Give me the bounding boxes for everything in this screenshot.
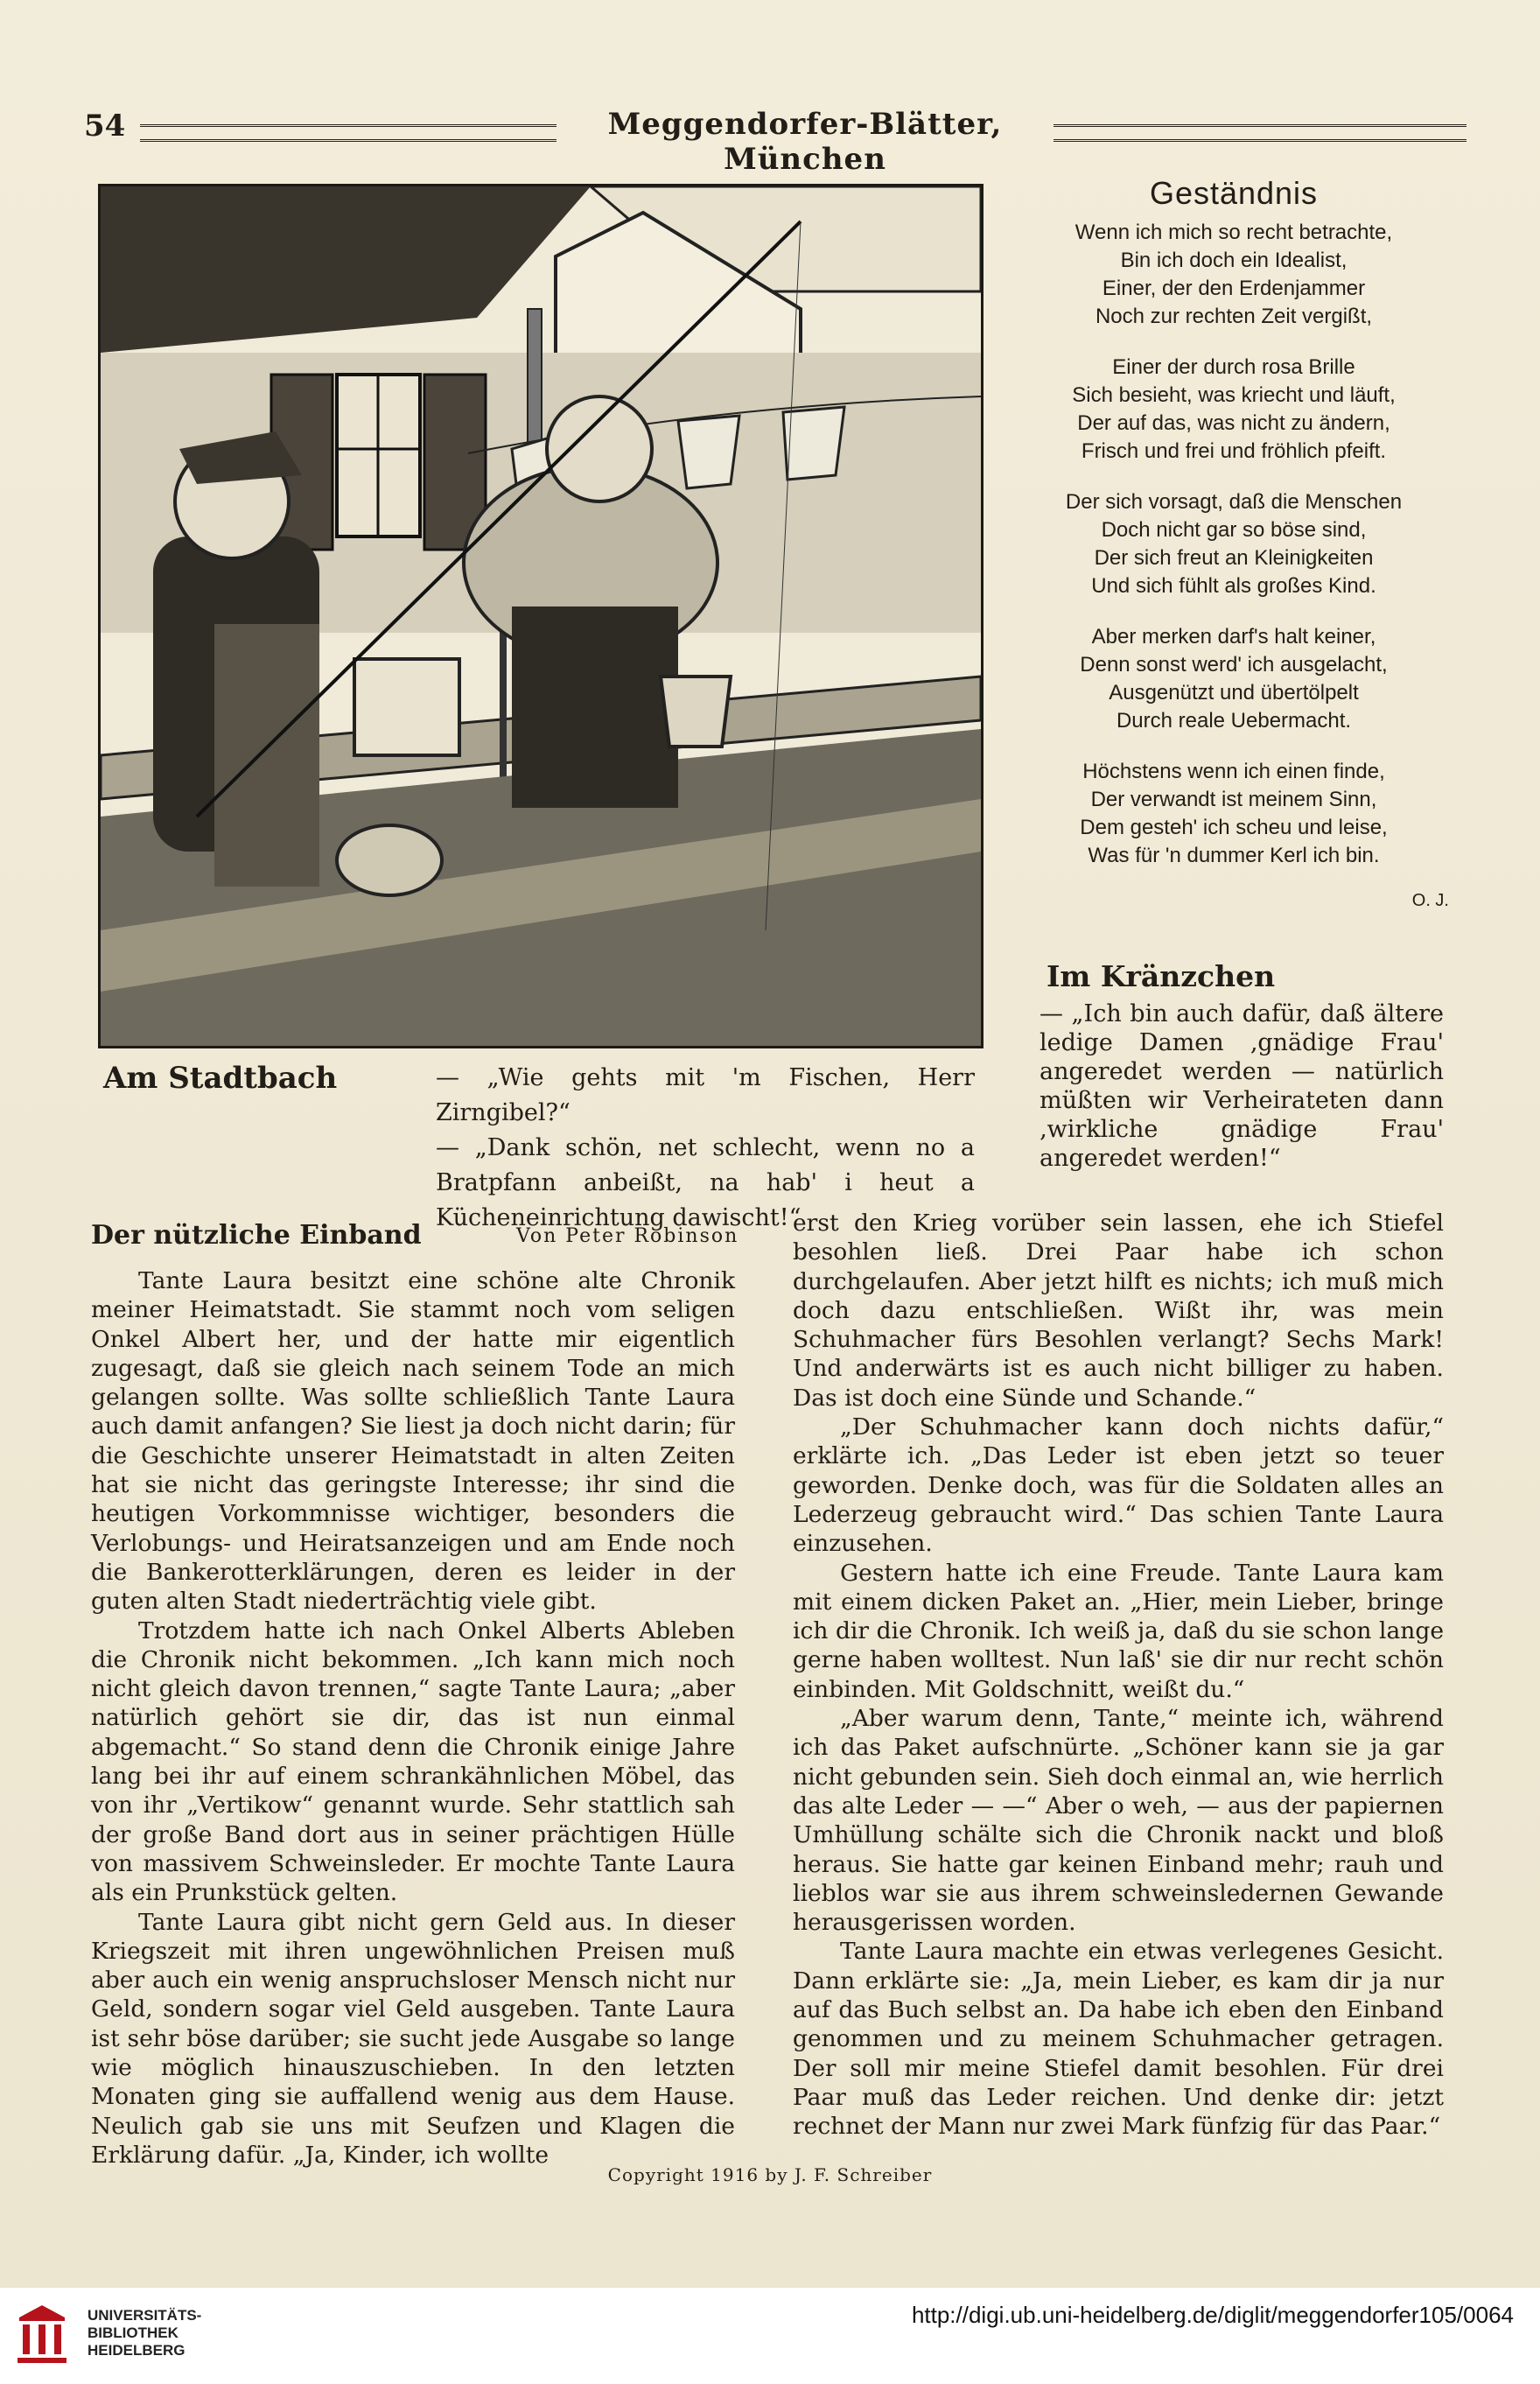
poem-title: Geständnis	[1149, 175, 1319, 211]
poem-line: Denn sonst werd' ich ausgelacht,	[1080, 653, 1388, 677]
library-name-line: BIBLIOTHEK	[88, 2324, 178, 2341]
poem-line: Ausgenützt und übertölpelt	[1109, 681, 1359, 705]
article-paragraph: Tante Laura besitzt eine schöne alte Chronik meiner Heimatstadt. Sie stammt noch vom seligen Onkel Albert her, und der hatte mir eigentlich zugesagt, daß sie gleich nach seinem Tode an mich gelangen sollte. Was sollte schließlich Tante Laura auch damit anfangen? Sie liest ja doch nicht darin; für die Geschichte unserer Heimatstadt in alten Zeiten hat sie nicht das geringste Interesse; ihr sind die heutigen Vorkommnisse wichtiger, besonders die Verlobungs- und Heiratsanzeigen und am Ende noch die Bankerotterklärungen, deren es leider in der guten alten Stadt niederträchtig viele gibt.	[91, 1267, 735, 1616]
poem-signature: O. J.	[1411, 891, 1449, 910]
library-footer	[0, 2288, 1540, 2384]
running-header	[84, 107, 1466, 177]
kraenzchen-text: — „Ich bin auch dafür, daß ältere ledige Damen ‚gnädige Frau' angeredet werden — natürlich müßten wir Verheirateten dann ‚wirkliche gnädige Frau' angeredet werden!“	[1040, 1000, 1444, 1172]
article-paragraph: „Aber warum denn, Tante,“ meinte ich, während ich das Paket aufschnürte. „Schöner kann sie ja gar nicht gebunden sein. Sieh doch einmal an, wie herrlich das alte Leder — —“ Aber o weh, — aus der papiernen Umhüllung schälte sich die Chronik nackt und bloß heraus. Sie hatte gar keinen Einband mehr; rauh und lieblos war sie aus ihrem schweinsledernen Gewande herausgerissen worden.	[793, 1705, 1444, 1937]
cartoon-title: Am Stadtbach	[103, 1061, 338, 1096]
header-ornament-left	[140, 124, 556, 142]
article-column-right	[793, 1209, 1444, 2142]
article-title: Der nützliche Einband	[91, 1220, 422, 1251]
poem-line: Sich besieht, was kriecht und läuft,	[1072, 383, 1396, 407]
source-url-link[interactable]: http://digi.ub.uni-heidelberg.de/diglit/meggendorfer105/0064	[911, 2302, 1514, 2328]
article-column-left	[91, 1266, 735, 2170]
poem-stanza	[1015, 488, 1452, 600]
article-paragraph: Gestern hatte ich eine Freude. Tante Laura kam mit einem dicken Paket an. „Hier, mein Lieber, bringe ich dir die Chronik. Ich weiß ja, daß du sie schon lange gerne haben wolltest. Nun laß' sie dir nur recht schön einbinden. Mit Goldschnitt, weißt du.“	[793, 1559, 1444, 1703]
kraenzchen-title: Im Kränzchen	[1046, 959, 1276, 993]
library-logo-icon	[14, 2300, 70, 2368]
library-name-line: UNIVERSITÄTS-	[88, 2307, 202, 2324]
article-author: Von Peter Robinson	[516, 1225, 739, 1247]
article-paragraph: Tante Laura machte ein etwas verlegenes Gesicht. Dann erklärte sie: „Ja, mein Lieber, es kam dir ja nur auf das Buch selbst an. Da habe ich eben den Einband genommen und zu meinem Schuhmacher getragen. Der soll mir meine Stiefel damit besohlen. Für drei Paar muß das Leder reichen. Und denke dir: jetzt rechnet der Mann nur zwei Mark fünfzig für das Paar.“	[793, 1938, 1444, 2141]
poem-line: Bin ich doch ein Idealist,	[1120, 249, 1348, 272]
poem-line: Der verwandt ist meinem Sinn,	[1090, 788, 1377, 811]
poem-line: Höchstens wenn ich einen finde,	[1082, 760, 1385, 783]
poem-line: Und sich fühlt als großes Kind.	[1091, 574, 1376, 598]
header-ornament-right	[1054, 124, 1466, 142]
poem-stanza	[1015, 623, 1452, 735]
poem-stanza	[1015, 219, 1452, 331]
article-paragraph: Tante Laura gibt nicht gern Geld aus. In dieser Kriegszeit mit ihren ungewöhnlichen Preisen muß aber auch ein wenig anspruchsloser Mensch nicht nur Geld, sondern sogar viel Geld ausgeben. Tante Laura ist sehr böse darüber; sie sucht jede Ausgabe so lange wie möglich hinauszuschieben. In den letzten Monaten ging sie auffallend wenig aus dem Hause. Neulich gab sie uns mit Seufzen und Klagen die Erklärung dafür. „Ja, Kinder, ich wollte	[91, 1908, 735, 2169]
poem-line: Doch nicht gar so böse sind,	[1101, 518, 1367, 542]
poem-line: Einer der durch rosa Brille	[1112, 355, 1355, 379]
poem-gestaendnis	[1015, 175, 1452, 910]
poem-line: Der sich vorsagt, daß die Menschen	[1065, 490, 1403, 514]
dialog-line-answer: — „Dank schön, net schlecht, wenn no a Bratpfann anbeißt, na hab' i heut a Kücheneinrichtung dawischt!“	[436, 1134, 975, 1231]
poem-stanza	[1015, 758, 1452, 870]
poem-line: Aber merken darf's halt keiner,	[1091, 625, 1376, 649]
library-name-line: HEIDELBERG	[88, 2342, 186, 2359]
poem-stanza	[1015, 354, 1452, 466]
poem-line: Dem gesteh' ich scheu und leise,	[1080, 816, 1388, 839]
poem-line: Der auf das, was nicht zu ändern,	[1077, 411, 1390, 435]
poem-line: Wenn ich mich so recht betrachte,	[1074, 221, 1393, 244]
masthead: Meggendorfer-Blätter, München	[607, 107, 1003, 177]
dialog-line-question: — „Wie gehts mit 'm Fischen, Herr Zirngibel?“	[436, 1064, 975, 1126]
poem-line: Der sich freut an Kleinigkeiten	[1094, 546, 1374, 570]
illustration-fishing-scene	[98, 184, 984, 1048]
library-name	[88, 2307, 201, 2359]
poem-line: Frisch und frei und fröhlich pfeift.	[1081, 439, 1387, 463]
article-paragraph: Trotzdem hatte ich nach Onkel Alberts Ableben die Chronik nicht bekommen. „Ich kann mich noch nicht gleich davon trennen,“ sagte Tante Laura; „aber natürlich gehört sie dir, das ist nun einmal abgemacht.“ So stand denn die Chronik einige Jahre lang bei ihr auf einem schrankähnlichen Möbel, das von ihr „Vertikow“ genannt wurde. Sehr stattlich sah der große Band dort aus in seiner prächtigen Hülle von massivem Schweinsleder. Er mochte Tante Laura als ein Prunkstück gelten.	[91, 1616, 735, 1907]
copyright-line: Copyright 1916 by J. F. Schreiber	[607, 2164, 933, 2185]
article-paragraph: erst den Krieg vorüber sein lassen, ehe ich Stiefel besohlen ließ. Drei Paar habe ich schon durchgelaufen. Aber jetzt hilft es nichts; ich muß mich doch dazu entschließen. Wißt ihr, was mein Schuhmacher fürs Besohlen verlangt? Sechs Mark! Und anderwärts ist es auch nicht billiger zu haben. Das ist doch eine Sünde und Schande.“	[793, 1210, 1444, 1412]
poem-line: Durch reale Uebermacht.	[1116, 709, 1352, 733]
page-number: 54	[84, 109, 126, 144]
poem-line: Was für 'n dummer Kerl ich bin.	[1088, 844, 1380, 867]
poem-line: Noch zur rechten Zeit vergißt,	[1095, 305, 1373, 328]
article-paragraph: „Der Schuhmacher kann doch nichts dafür,“ erklärte ich. „Das Leder ist eben jetzt so teuer geworden. Denke doch, was für die Soldaten alles an Lederzeug gebraucht wird.“ Das schien Tante Laura einzusehen.	[793, 1413, 1444, 1558]
poem-line: Einer, der den Erdenjammer	[1102, 277, 1366, 300]
